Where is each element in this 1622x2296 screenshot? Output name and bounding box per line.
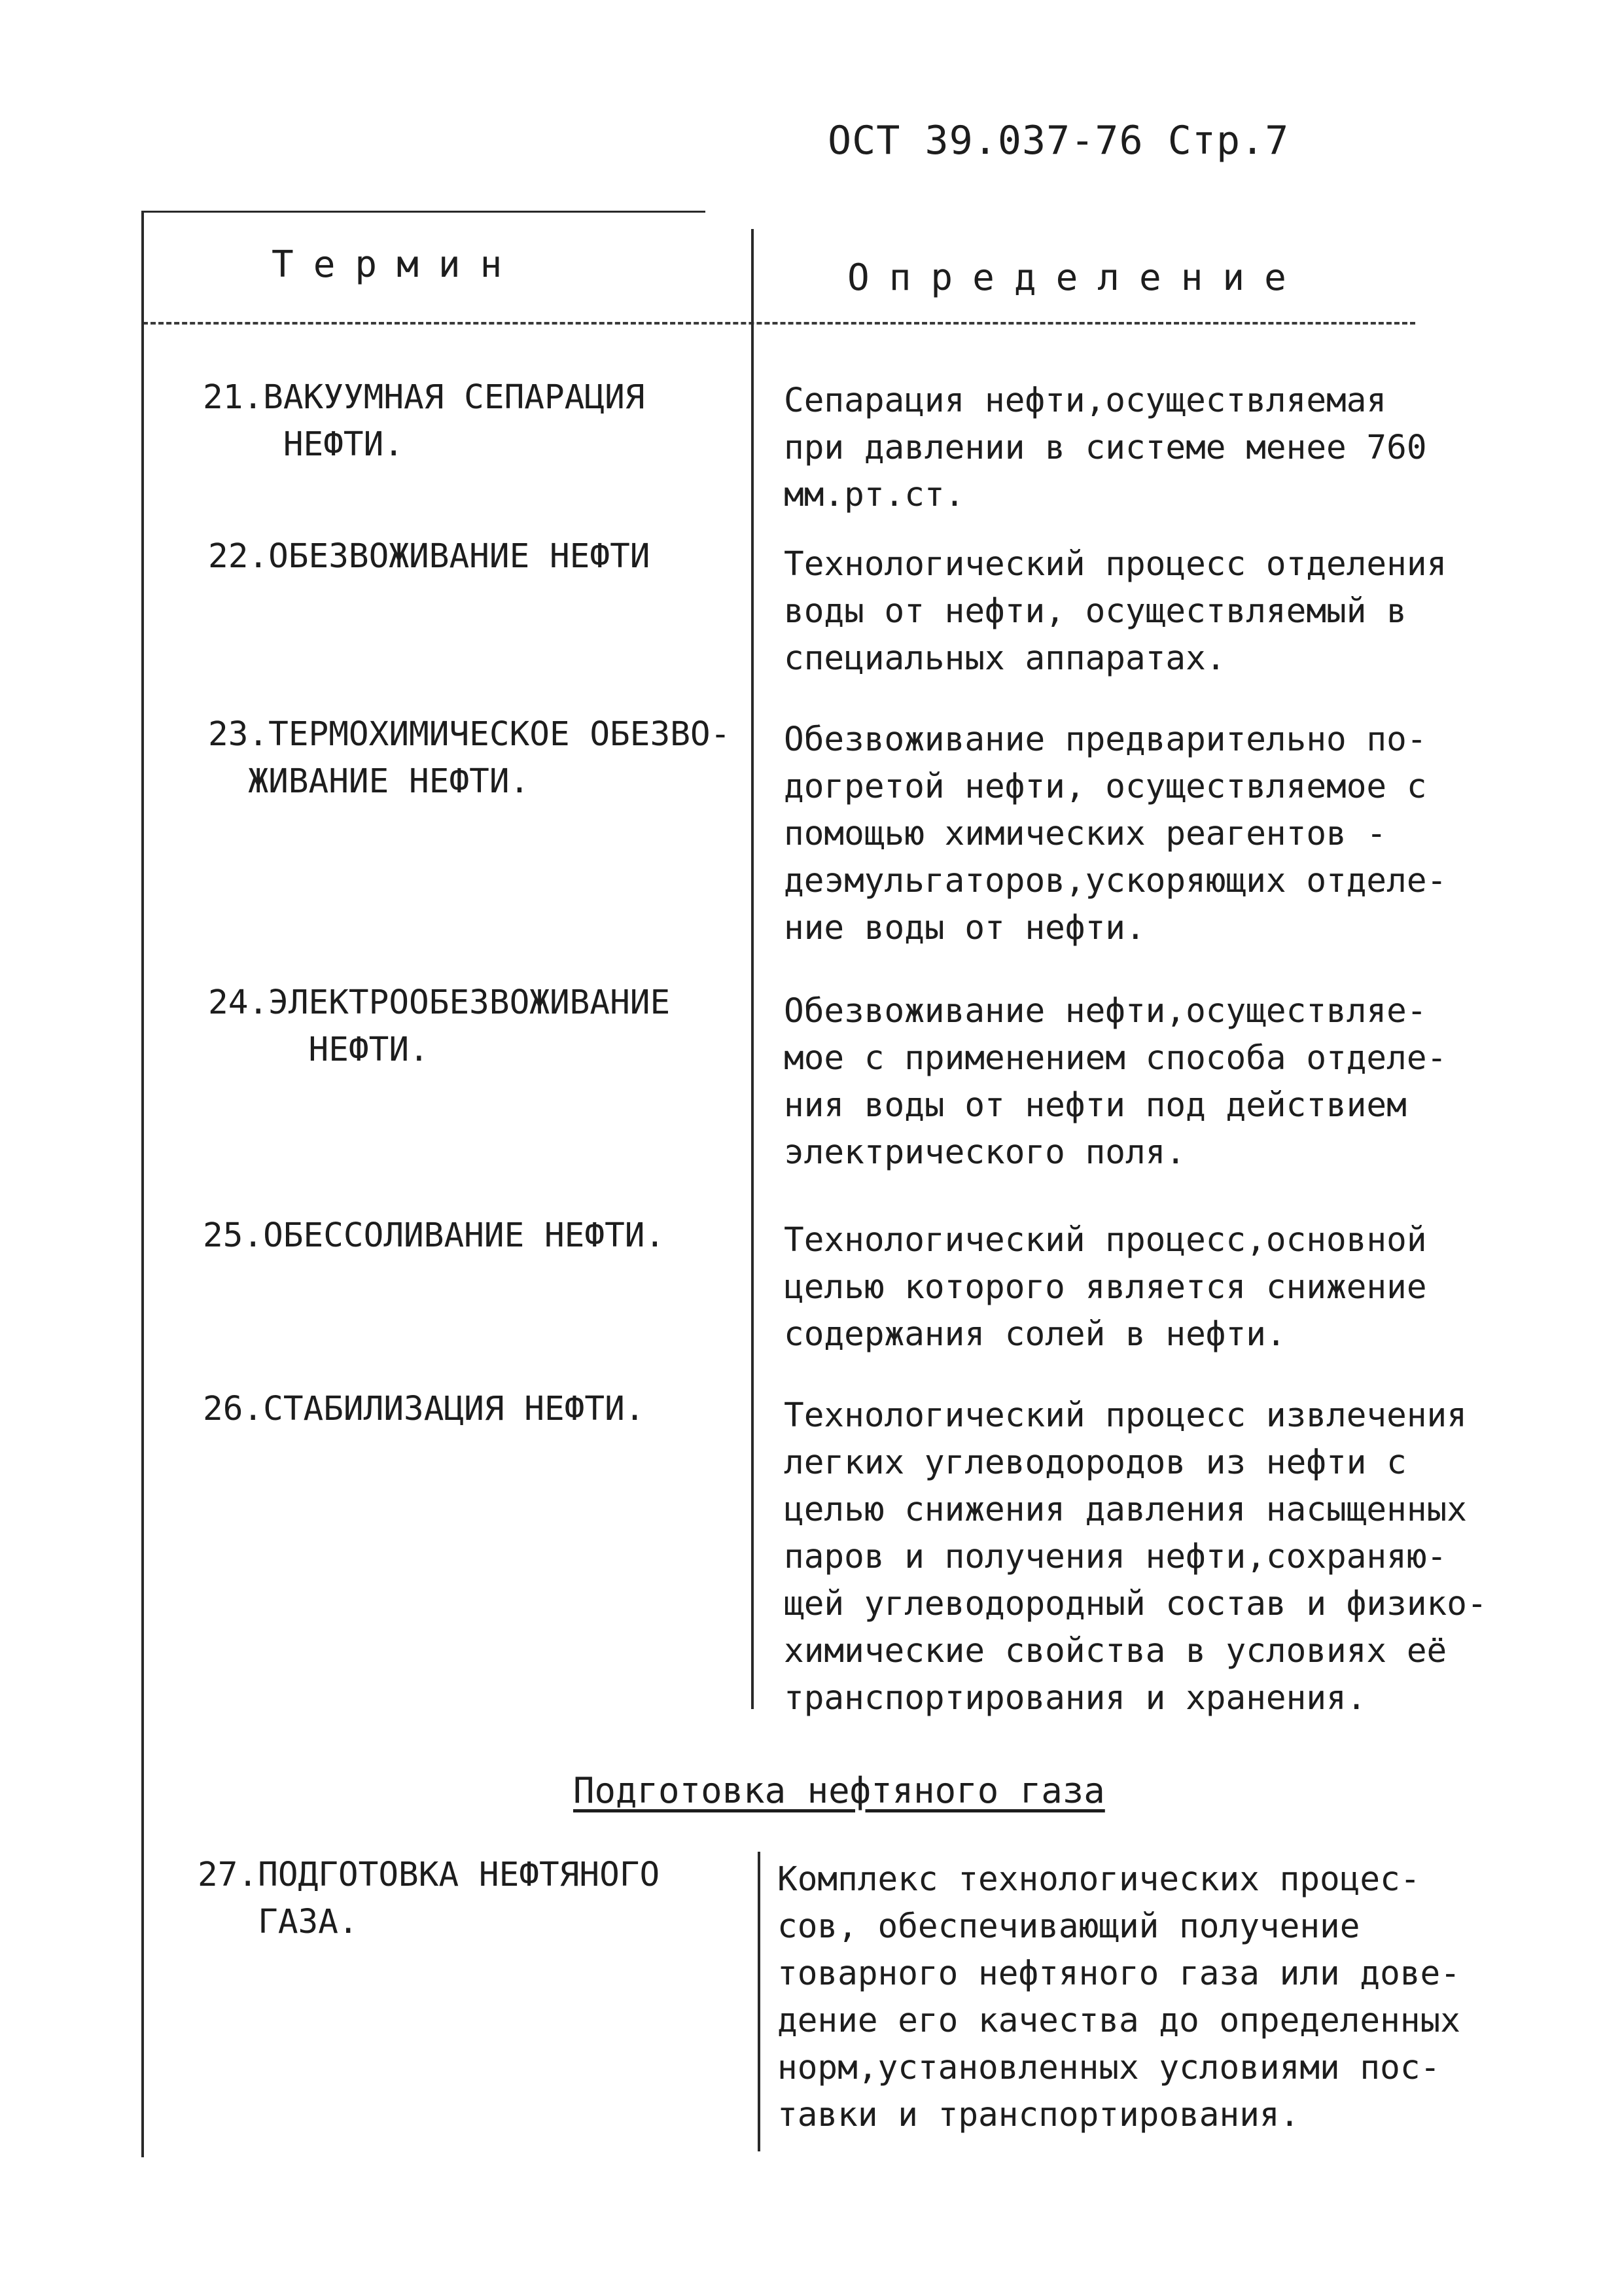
entry-23-term: 23.ТЕРМОХИМИЧЕСКОЕ ОБЕЗВО- ЖИВАНИЕ НЕФТИ. — [208, 715, 731, 801]
column-header-definition: Определение — [847, 256, 1306, 299]
table-top-rule — [143, 211, 705, 213]
entry-22-definition: Технологический процесс отделения воды от нефти, осуществляемый в специальных аппаратах. — [784, 545, 1447, 678]
column-header-term: Термин — [272, 243, 522, 286]
entry-21-definition: Сепарация нефти,осуществляемая при давлении в системе менее 760 мм.рт.ст. — [784, 381, 1427, 514]
entry-23-definition: Обезвоживание предварительно по- догретой нефти, осуществляемое с помощью химических реагентов - деэмульгаторов,ускоряющих отделе- ние воды от нефти. — [784, 720, 1447, 947]
entry-24-term: 24.ЭЛЕКТРООБЕЗВОЖИВАНИЕ НЕФТИ. — [208, 983, 671, 1069]
entry-27-definition: Комплекс технологических процес- сов, обеспечивающий получение товарного нефтяного газа или дове- дение его качества до определенных норм,установленных условиями пос- тавки и транспортирования. — [777, 1860, 1460, 2134]
column-divider — [751, 229, 754, 1709]
entry-22-term: 22.ОБЕЗВОЖИВАНИЕ НЕФТИ — [208, 537, 650, 576]
entry-26-definition: Технологический процесс извлечения легких углеводородов из нефти с целью снижения давления насыщенных паров и получения нефти,сохраняю- щей углеводородный состав и физико- химические свойства в условиях её транспортирования и хранения. — [784, 1396, 1487, 1718]
table-header-rule — [143, 322, 1415, 325]
section-heading: Подготовка нефтяного газа — [573, 1770, 1105, 1811]
entry-24-definition: Обезвоживание нефти,осуществляе- мое с применением способа отделе- ния воды от нефти под действием электрического поля. — [784, 992, 1447, 1172]
table-left-border — [141, 211, 144, 2157]
entry-25-term: 25.ОБЕССОЛИВАНИЕ НЕФТИ. — [203, 1216, 665, 1255]
entry-27-term: 27.ПОДГОТОВКА НЕФТЯНОГО ГАЗА. — [198, 1856, 660, 1941]
page-header: ОСТ 39.037-76 Стр.7 — [828, 118, 1290, 164]
entry-21-term: 21.ВАКУУМНАЯ СЕПАРАЦИЯ НЕФТИ. — [203, 378, 645, 464]
entry-25-definition: Технологический процесс,основной целью которого является снижение содержания солей в нефти. — [784, 1221, 1427, 1354]
entry-26-term: 26.СТАБИЛИЗАЦИЯ НЕФТИ. — [203, 1390, 645, 1428]
column-divider-lower — [758, 1852, 760, 2151]
